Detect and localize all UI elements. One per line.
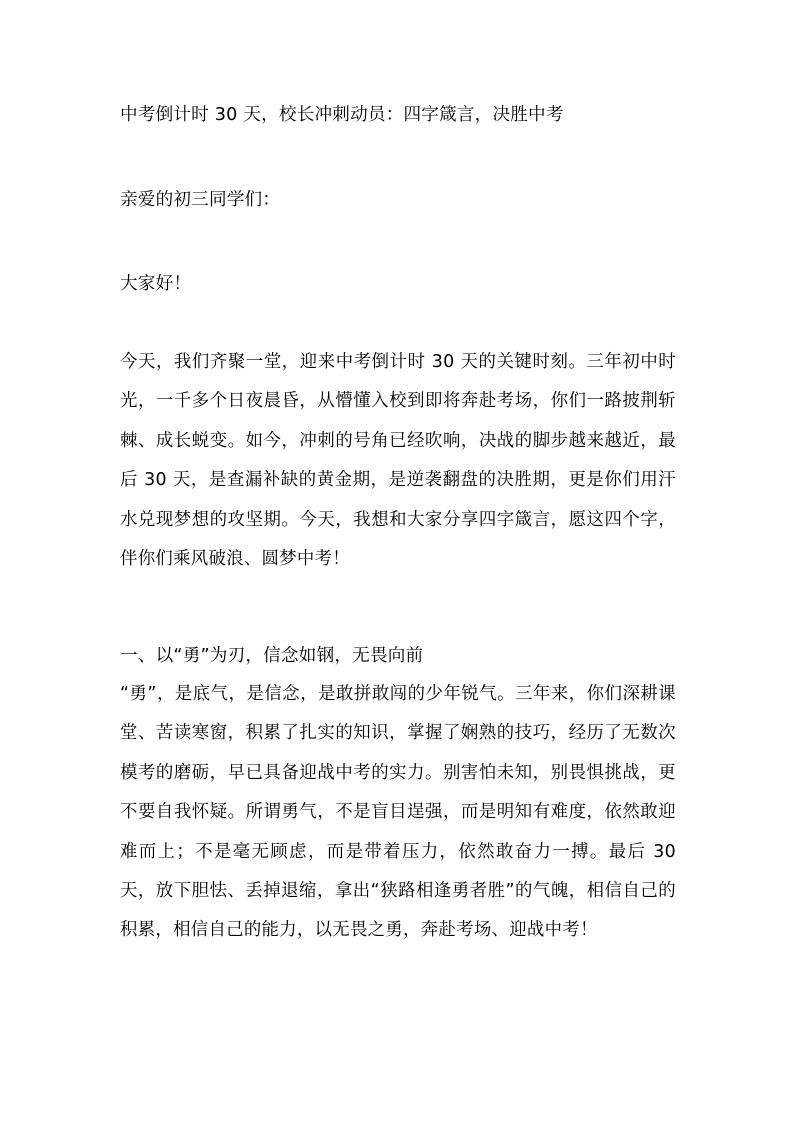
document-title: 中考倒计时 30 天，校长冲刺动员：四字箴言，决胜中考	[120, 105, 564, 125]
intro-paragraph: 今天，我们齐聚一堂，迎来中考倒计时 30 天的关键时刻。三年初中时光，一千多个日夜晨昏，从懵懂入校到即将奔赴考场，你们一路披荆斩棘、成长蜕变。如今，冲刺的号角已经吹响，决战的脚步越来越近，最后 30 天，是查漏补缺的黄金期，是逆袭翻盘的决胜期，更是你们用汗水兑现梦想的攻坚期。今天，我想和大家分享四字箴言，愿这四个字，伴你们乘风破浪、圆梦中考！	[120, 352, 676, 570]
section-heading: 一、以“勇”为刃，信念如钢，无畏向前	[120, 646, 424, 666]
salutation: 亲爱的初三同学们：	[120, 190, 281, 210]
greeting: 大家好！	[120, 274, 192, 294]
section-body: “勇”，是底气，是信念，是敢拼敢闯的少年锐气。三年来，你们深耕课堂、苦读寒窗，积累了扎实的知识，掌握了娴熟的技巧，经历了无数次模考的磨砺，早已具备迎战中考的实力。别害怕未知，别畏惧挑战，更不要自我怀疑。所谓勇气，不是盲目逞强，而是明知有难度，依然敢迎难而上；不是毫无顾虑，而是带着压力，依然敢奋力一搏。最后 30 天，放下胆怯、丢掉退缩，拿出“狭路相逢勇者胜”的气魄，相信自己的积累，相信自己的能力，以无畏之勇，奔赴考场、迎战中考！	[120, 684, 676, 941]
